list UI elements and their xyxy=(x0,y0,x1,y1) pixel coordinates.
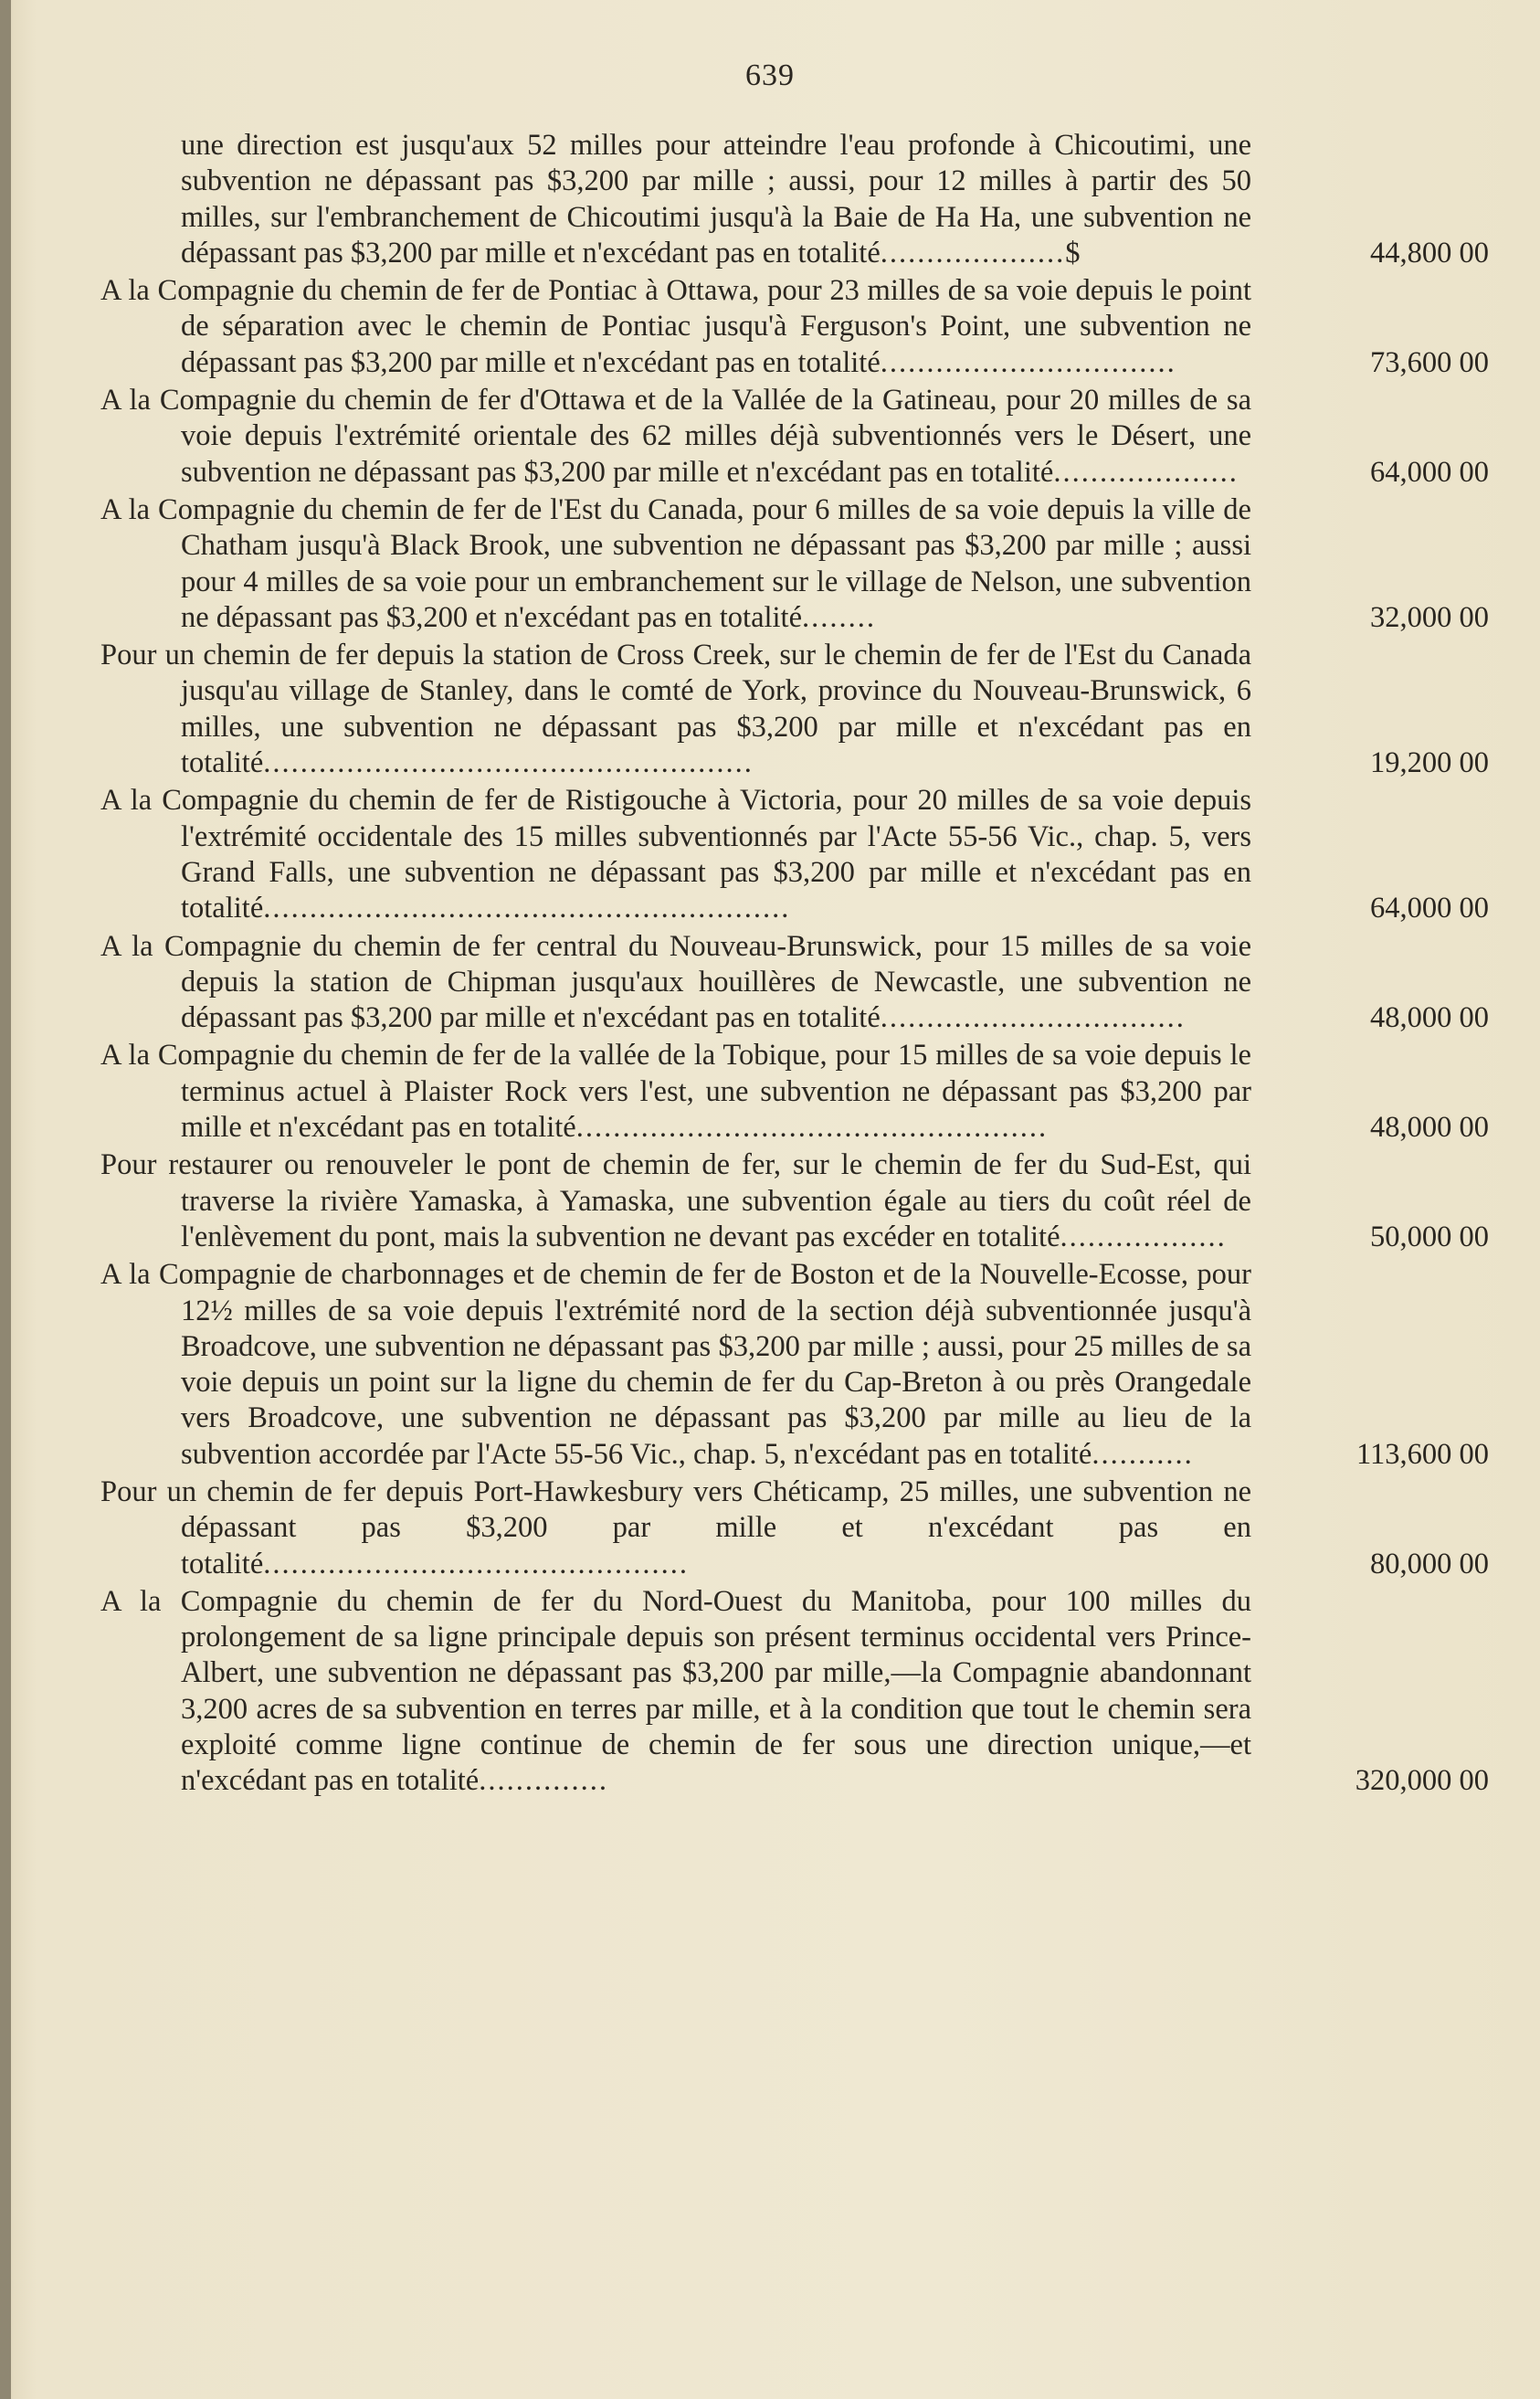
entry-amount: 64,000 00 xyxy=(1370,892,1489,925)
entry-amount: 48,000 00 xyxy=(1370,1111,1489,1145)
binding-gutter xyxy=(0,0,11,2399)
entry-amount: 113,600 00 xyxy=(1355,1437,1489,1471)
entry-amount: 32,000 00 xyxy=(1370,600,1489,634)
entry-amount: 73,600 00 xyxy=(1370,345,1489,379)
dot-leader: ..................................................... xyxy=(263,746,754,780)
entry-text: A la Compagnie du chemin de fer de Pontiac à Ottawa, pour 23 milles de sa voie depuis le point de séparation avec le chemin de Pontiac jusqu'à Ferguson's Point, une subvention ne dépassant pas $3,200 par mille et n'excédant pas en totalité xyxy=(100,274,1251,379)
entry-text: A la Compagnie du chemin de fer de l'Est du Canada, pour 6 milles de sa voie depuis la ville de Chatham jusqu'à Black Brook, une subvention ne dépassant pas $3,200 par mille ; aussi pour 4 milles de sa voie pour un embranchement sur le village de Nelson, une subvention ne dépassant pas $3,200 et n'excédant pas en totalité xyxy=(100,492,1251,634)
entry-amount: 64,000 00 xyxy=(1370,455,1489,489)
page-number: 639 xyxy=(745,58,795,92)
list-item xyxy=(100,128,1489,271)
list-item xyxy=(100,1147,1489,1255)
entry-text: A la Compagnie du chemin de fer d'Ottawa et de la Vallée de la Gatineau, pour 20 milles de sa voie depuis l'extrémité orientale des 62 milles déjà subventionnés vers le Désert, une subvention ne dépassant pas $3,200 par mille et n'excédant pas en totalité xyxy=(100,384,1251,489)
entry-amount: 320,000 00 xyxy=(1355,1764,1489,1798)
list-item xyxy=(100,492,1489,636)
entry-text: une direction est jusqu'aux 52 milles pour atteindre l'eau profonde à Chicoutimi, une subvention ne dépassant pas $3,200 par mille ; aussi, pour 12 milles à partir des 50 milles, sur l'embranchement de Chicoutimi jusqu'à la Baie de Ha Ha, une subvention ne dépassant pas $3,200 par mille et n'excédant pas en totalité xyxy=(181,129,1251,269)
dot-leader: .............. xyxy=(479,1764,608,1798)
entry-text: A la Compagnie du chemin de fer de Ristigouche à Victoria, pour 20 milles de sa voie depuis l'extrémité occidentale des 15 milles subventionnés par l'Acte 55-56 Vic., chap. 5, vers Grand Falls, une subvention ne dépassant pas $3,200 par mille et n'excédant pas en totalité xyxy=(100,784,1251,925)
entry-text: A la Compagnie du chemin de fer du Nord-Ouest du Manitoba, pour 100 milles du prolongement de sa ligne principale depuis son présent terminus occidental vers Prince-Albert, une subvention ne dépassant pas $3,200 par mille,—la Compagnie abandonnant 3,200 acres de sa subvention en terres par mille, et à la condition que tout le chemin sera exploité comme ligne continue de chemin de fer sous une direction unique,—et n'excédant pas en totalité xyxy=(100,1584,1251,1798)
list-item xyxy=(100,1257,1489,1473)
list-item xyxy=(100,1584,1489,1800)
list-item xyxy=(100,1474,1489,1582)
entry-text: A la Compagnie du chemin de fer central du Nouveau-Brunswick, pour 15 milles de sa voie depuis la station de Chipman jusqu'aux houillères de Newcastle, une subvention ne dépassant pas $3,200 par mille et n'excédant pas en totalité xyxy=(100,929,1251,1035)
entry-amount: 50,000 00 xyxy=(1370,1220,1489,1253)
dot-leader: .................... xyxy=(1053,455,1239,489)
entry-text: A la Compagnie de charbonnages et de chemin de fer de Boston et de la Nouvelle-Ecosse, pour 12½ milles de sa voie depuis l'extrémité nord de la section déjà subventionnée jusqu'à Broadcove, une subvention ne dépassant pas $3,200 par mille ; aussi, pour 25 milles de sa voie depuis un point sur la ligne du chemin de fer du Cap-Breton à ou près Orangedale vers Broadcove, une subvention ne dépassant pas $3,200 par mille au lieu de la subvention accordée par l'Acte 55-56 Vic., chap. 5, n'excédant pas en totalité xyxy=(100,1258,1251,1471)
list-item xyxy=(100,783,1489,926)
dot-leader: ................................................... xyxy=(575,1111,1049,1145)
entry-text: Pour un chemin de fer depuis Port-Hawkesbury vers Chéticamp, 25 milles, une subvention ne dépassant pas $3,200 par mille et n'excédant pas en totalité xyxy=(100,1474,1251,1580)
dot-leader: ....................$ xyxy=(880,236,1082,269)
dot-leader: ................................. xyxy=(880,1001,1186,1035)
dot-leader: ........ xyxy=(802,600,877,634)
entry-amount: 48,000 00 xyxy=(1370,1001,1489,1035)
entry-amount: 19,200 00 xyxy=(1370,746,1489,780)
entry-text: A la Compagnie du chemin de fer de la vallée de la Tobique, pour 15 milles de sa voie depuis le terminus actuel à Plaister Rock vers l'est, une subvention ne dépassant pas $3,200 par mille et n'excédant pas en totalité xyxy=(100,1039,1251,1145)
list-item xyxy=(100,273,1489,381)
list-item xyxy=(100,1038,1489,1146)
entry-amount: 44,800 00 xyxy=(1370,236,1489,269)
dot-leader: ......................................................... xyxy=(263,892,791,925)
list-item xyxy=(100,638,1489,781)
entry-text: Pour un chemin de fer depuis la station de Cross Creek, sur le chemin de fer de l'Est du Canada jusqu'au village de Stanley, dans le comté de York, province du Nouveau-Brunswick, 6 milles, une subvention ne dépassant pas $3,200 par mille et n'excédant pas en totalité xyxy=(100,639,1251,780)
dot-leader: ................................ xyxy=(880,345,1176,379)
subsidy-list xyxy=(100,128,1489,1802)
dot-leader: .............................................. xyxy=(263,1547,689,1580)
entry-text: Pour restaurer ou renouveler le pont de chemin de fer, sur le chemin de fer du Sud-Est, qui traverse la rivière Yamaska, à Yamaska, une subvention égale au tiers du coût réel de l'enlèvement du pont, mais la subvention ne devant pas excéder en totalité xyxy=(100,1148,1251,1253)
list-item xyxy=(100,929,1489,1037)
dot-leader: ........... xyxy=(1092,1437,1194,1471)
dot-leader: .................. xyxy=(1060,1220,1227,1253)
list-item xyxy=(100,383,1489,491)
entry-amount: 80,000 00 xyxy=(1370,1547,1489,1580)
